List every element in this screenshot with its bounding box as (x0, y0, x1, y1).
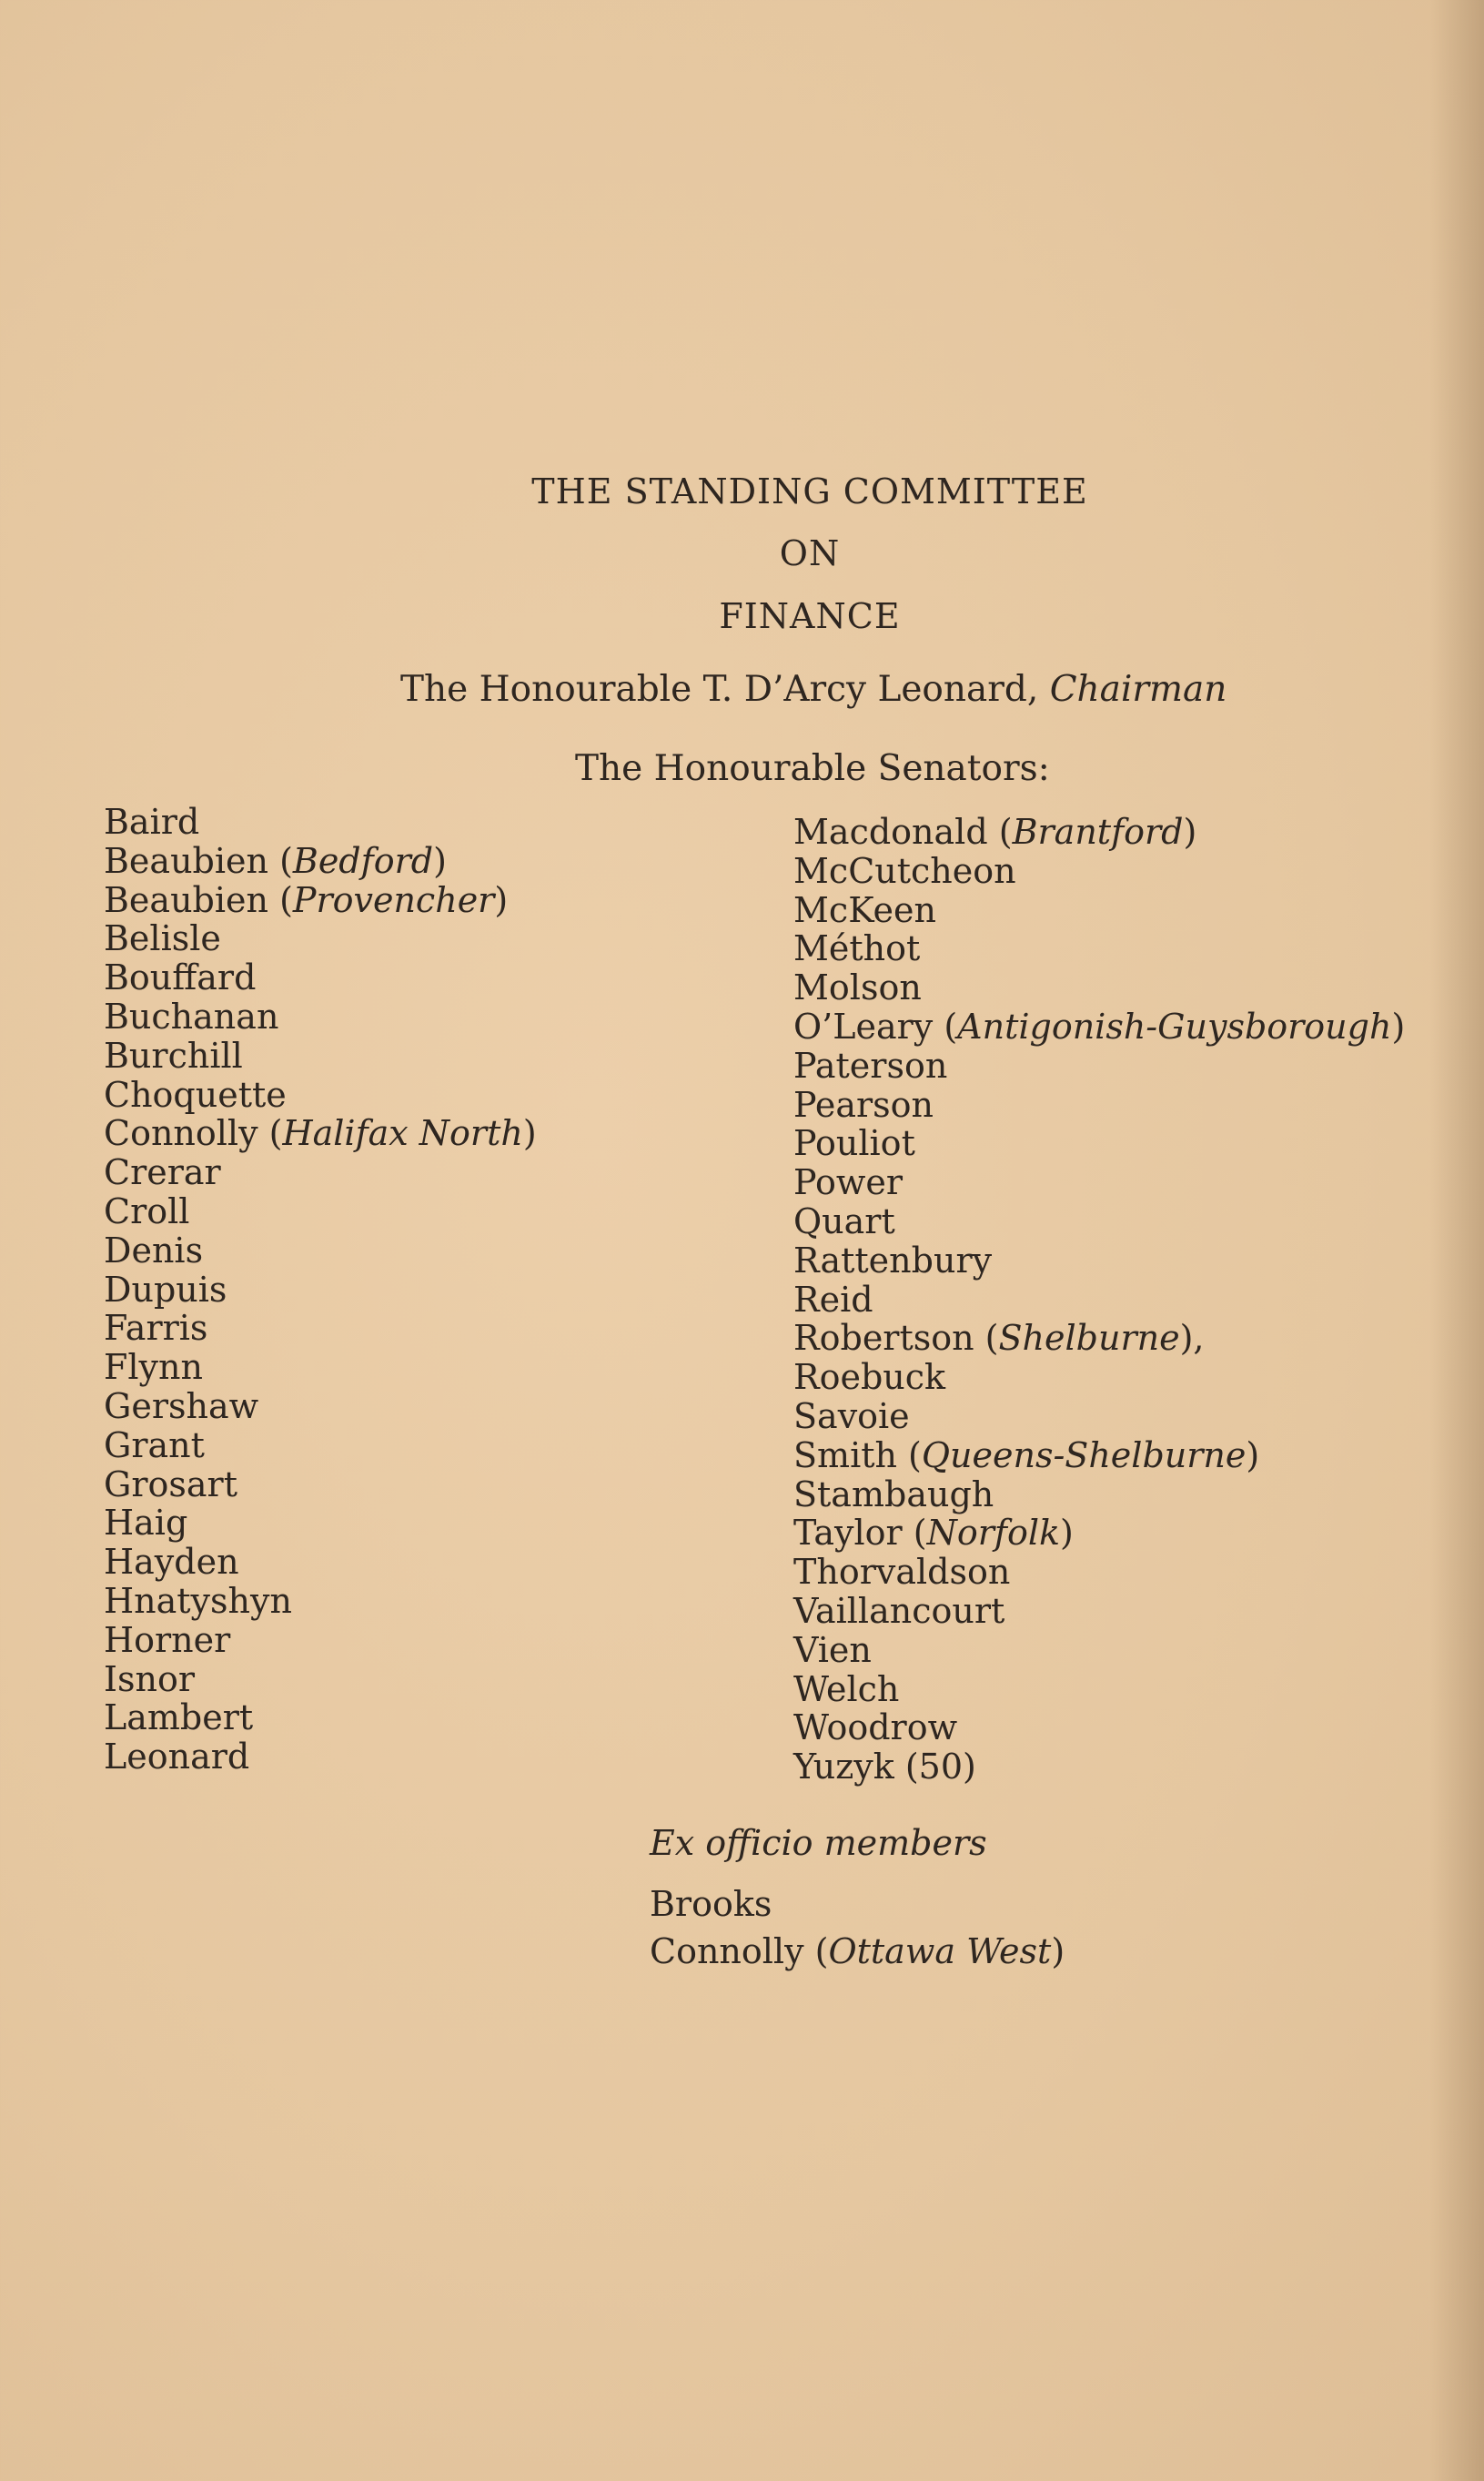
senator-list-item (793, 1281, 1405, 1320)
senator-list-item (104, 1231, 537, 1271)
senator-name: Paterson (793, 1045, 948, 1086)
senator-name: Isnor (104, 1658, 196, 1699)
senator-list-item (793, 1708, 1405, 1747)
senator-name: Choquette (104, 1074, 287, 1115)
senator-list-item (104, 997, 537, 1037)
senator-list-item (793, 1163, 1405, 1202)
senator-list-item (104, 1582, 537, 1621)
senator-list-item (793, 1124, 1405, 1163)
senator-list-item (793, 1202, 1405, 1241)
senator-name: Thorvaldson (793, 1552, 1011, 1593)
chairman-line (400, 669, 1227, 710)
senator-name: Beaubien (104, 879, 268, 920)
senator-name: Lambert (104, 1697, 254, 1738)
senators-label: The Honourable Senators: (575, 748, 1050, 789)
senator-name: Vaillancourt (793, 1590, 1005, 1631)
senator-list-item (793, 1475, 1405, 1514)
senator-list-item (793, 1008, 1405, 1047)
senator-list-item (650, 1928, 1065, 1975)
senator-name: Connolly (650, 1931, 804, 1971)
senator-name: Belisle (104, 918, 221, 959)
senator-list-item (650, 1880, 1065, 1928)
senator-list-item (793, 891, 1405, 930)
senator-list-item (104, 1348, 537, 1387)
senator-name: Leonard (104, 1737, 250, 1777)
senator-list-item (104, 1387, 537, 1426)
senator-name: Gershaw (104, 1385, 259, 1426)
senator-list-item (104, 842, 537, 881)
senator-name: Hnatyshyn (104, 1580, 292, 1621)
senator-name: Grosart (104, 1463, 237, 1504)
senator-list-item (104, 1465, 537, 1504)
senator-list-item (104, 919, 537, 958)
senator-name: Connolly (104, 1113, 258, 1154)
senator-division: (Halifax North) (257, 1113, 537, 1154)
senator-name: Beaubien (104, 840, 268, 881)
ex-officio-list (650, 1880, 1065, 1975)
senator-list-item (104, 958, 537, 997)
senator-name: McCutcheon (793, 850, 1016, 891)
senator-name: O’Leary (793, 1006, 934, 1047)
senator-list-item (104, 1698, 537, 1737)
senator-list-item (793, 852, 1405, 891)
senator-name: Power (793, 1162, 904, 1203)
senator-name: Bouffard (104, 957, 257, 998)
senator-list-item (104, 1621, 537, 1660)
committee-title-line2: ON (779, 533, 841, 573)
senator-list-item (793, 1631, 1405, 1670)
senator-list-item (104, 1037, 537, 1076)
senator-name: Croll (104, 1190, 190, 1231)
senator-name: Horner (104, 1619, 231, 1660)
senator-list-item (793, 968, 1405, 1008)
senator-division: (Queens-Shelburne) (896, 1434, 1260, 1475)
senators-left-column (104, 803, 537, 1777)
chairman-name: The Honourable T. D’Arcy Leonard, (400, 669, 1039, 710)
senator-name: Molson (793, 967, 922, 1008)
senator-list-item (104, 1737, 537, 1777)
senator-name: Savoie (793, 1395, 910, 1436)
senator-name: Buchanan (104, 996, 279, 1037)
senator-list-item (793, 1670, 1405, 1709)
senator-list-item (104, 1271, 537, 1310)
senator-name: Robertson (793, 1318, 974, 1359)
senator-list-item: Robertson (Shelburne), (793, 1318, 1205, 1359)
senator-list-item (104, 803, 537, 842)
senator-list-item (104, 1504, 537, 1543)
senator-name: Grant (104, 1424, 205, 1465)
senator-name: Méthot (793, 928, 921, 969)
senator-list-item (793, 1514, 1405, 1553)
senator-division: (Norfolk) (902, 1513, 1074, 1554)
senator-name: Macdonald (793, 812, 988, 852)
senator-list-item (104, 1660, 537, 1699)
senator-name: Dupuis (104, 1269, 227, 1310)
senator-name: Denis (104, 1230, 204, 1271)
senator-name: Welch (793, 1668, 900, 1709)
senator-name: Haig (104, 1503, 188, 1544)
senator-name: Reid (793, 1279, 873, 1320)
senator-list-item (793, 1358, 1405, 1397)
senator-name: Flynn (104, 1347, 203, 1388)
senator-division: (Ottawa West) (803, 1931, 1065, 1971)
ex-officio-title: Ex officio members (650, 1823, 987, 1863)
senator-name: Stambaugh (793, 1473, 994, 1514)
senator-name: Brooks (650, 1884, 772, 1924)
senator-list-item (793, 1747, 1405, 1787)
senator-list-item (793, 1086, 1405, 1125)
senator-list-item (104, 1426, 537, 1465)
senator-name: Pearson (793, 1084, 934, 1125)
senator-name: Taylor (793, 1513, 903, 1554)
senator-division: (Brantford) (987, 812, 1197, 852)
senator-division: (Shelburne) (974, 1318, 1194, 1359)
senator-name: Quart (793, 1200, 895, 1241)
senator-name: Woodrow (793, 1707, 958, 1748)
senator-name: Crerar (104, 1152, 221, 1193)
senator-list-item (104, 1114, 537, 1153)
senator-division: (Bedford) (268, 840, 447, 881)
senator-name: Baird (104, 802, 200, 842)
senator-list-item (104, 1153, 537, 1192)
senator-list-item (793, 1592, 1405, 1631)
committee-title-line3: FINANCE (719, 596, 901, 636)
senator-list-item (793, 813, 1405, 852)
senator-name: McKeen (793, 889, 937, 930)
senator-division: (Antigonish-Guysborough) (933, 1006, 1406, 1047)
senator-name: Roebuck (793, 1357, 946, 1398)
senator-name: Burchill (104, 1035, 243, 1076)
senator-list-item (104, 1543, 537, 1582)
senator-list-item (793, 1397, 1405, 1436)
senator-name: Rattenbury (793, 1240, 993, 1281)
senator-list-item (793, 1436, 1405, 1475)
senator-name: Farris (104, 1308, 208, 1349)
senator-name: Pouliot (793, 1123, 915, 1164)
senator-list-item (104, 1076, 537, 1115)
senator-name: Hayden (104, 1542, 239, 1583)
senator-name: Vien (793, 1629, 872, 1670)
senator-division: (Provencher) (268, 879, 509, 920)
senator-list-item (793, 1047, 1405, 1086)
senator-list-item (104, 881, 537, 920)
senator-name: Smith (793, 1434, 897, 1475)
chairman-role: Chairman (1049, 669, 1227, 710)
senator-list-item (793, 1241, 1405, 1281)
senator-list-item (793, 1553, 1405, 1592)
committee-title-line1: THE STANDING COMMITTEE (531, 471, 1088, 511)
senators-right-column (793, 813, 1405, 1787)
senator-list-item (104, 1309, 537, 1348)
senator-list-item (104, 1192, 537, 1231)
senator-name: Yuzyk (50) (793, 1747, 976, 1787)
senator-list-item (793, 929, 1405, 968)
